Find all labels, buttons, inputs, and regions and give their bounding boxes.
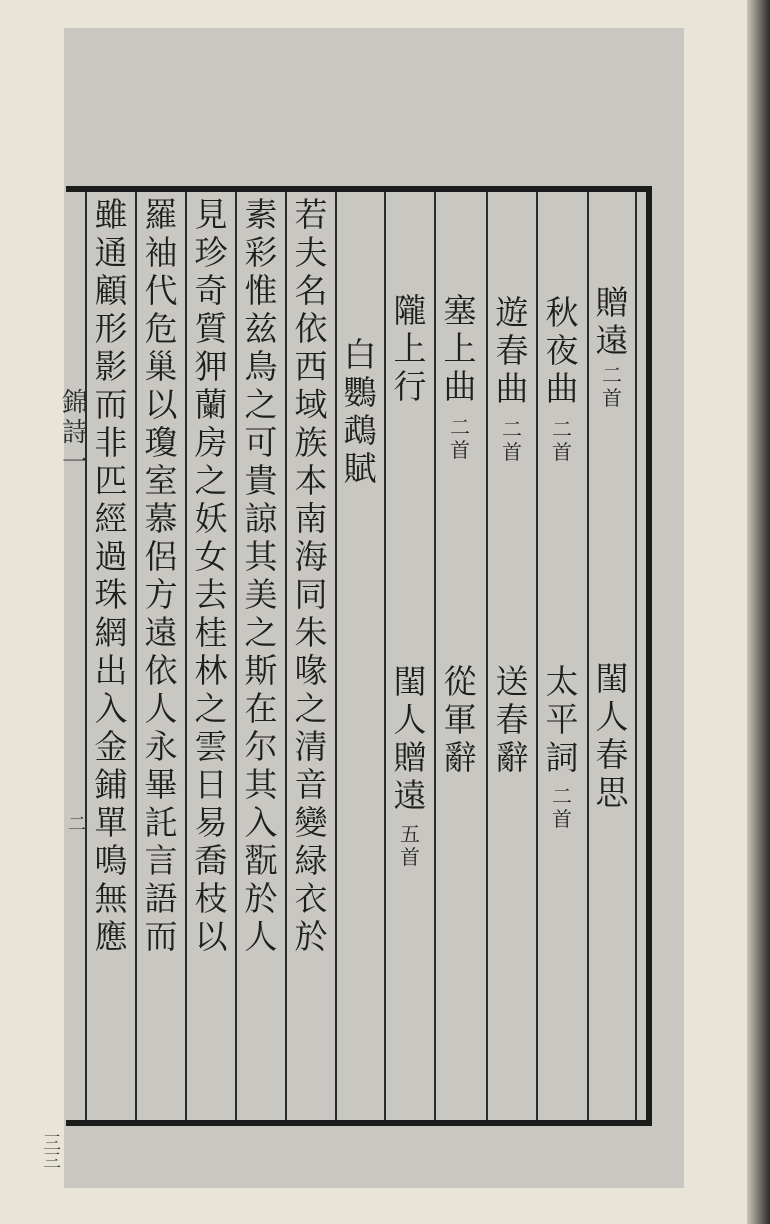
toc-entry-4 <box>538 663 586 831</box>
body-char: 房 <box>194 423 228 462</box>
toc-title-char: 夜 <box>545 331 579 370</box>
toc-title-char: 人 <box>393 700 427 739</box>
body-char: 雲 <box>194 727 228 766</box>
body-char: 朱 <box>294 613 328 652</box>
body-char: 去 <box>194 575 228 614</box>
body-char: 南 <box>294 499 328 538</box>
body-char: 海 <box>294 537 328 576</box>
toc-count-char: 首 <box>552 440 572 464</box>
fu-title-char: 鵡 <box>343 411 377 450</box>
toc-title-char: 贈 <box>393 738 427 777</box>
body-char: 在 <box>244 689 278 728</box>
toc-title-char: 春 <box>595 735 629 774</box>
body-text <box>145 196 178 956</box>
body-char: 其 <box>244 537 278 576</box>
body-char: 喬 <box>194 841 228 880</box>
toc-title-char: 平 <box>545 700 579 739</box>
margin-label-char: 錦 <box>62 388 89 418</box>
toc-entry-10 <box>386 663 434 869</box>
body-char: 可 <box>244 423 278 462</box>
body-char: 蘭 <box>194 385 228 424</box>
body-char: 之 <box>194 689 228 728</box>
body-char: 應 <box>94 917 128 956</box>
toc-count-char: 二 <box>502 417 522 441</box>
body-char: 經 <box>94 499 128 538</box>
body-char: 影 <box>94 347 128 386</box>
body-char: 而 <box>144 917 178 956</box>
toc-title-char: 詞 <box>545 738 579 777</box>
body-column-2 <box>237 196 285 956</box>
body-char: 族 <box>294 423 328 462</box>
toc-title <box>444 663 477 777</box>
toc-entry-3 <box>538 294 586 464</box>
page-number <box>40 1135 64 1171</box>
toc-title-char: 從 <box>443 662 477 701</box>
body-char: 枝 <box>194 879 228 918</box>
body-column-1 <box>287 196 335 956</box>
body-char: 若 <box>294 195 328 234</box>
body-char: 依 <box>144 651 178 690</box>
toc-title-char: 曲 <box>545 369 579 408</box>
body-char: 金 <box>94 727 128 766</box>
body-char: 狎 <box>194 347 228 386</box>
page-number-char: 三 <box>43 1133 61 1154</box>
body-char: 而 <box>94 385 128 424</box>
body-char: 易 <box>194 803 228 842</box>
body-char: 人 <box>244 917 278 956</box>
body-char: 奇 <box>194 271 228 310</box>
body-char: 珠 <box>94 575 128 614</box>
body-char: 女 <box>194 537 228 576</box>
fu-title <box>336 336 384 488</box>
toc-entry-6 <box>488 663 536 777</box>
toc-title-char: 上 <box>393 329 427 368</box>
body-char: 域 <box>294 385 328 424</box>
toc-title-char: 遊 <box>495 293 529 332</box>
body-column-3 <box>187 196 235 956</box>
body-char: 託 <box>144 803 178 842</box>
body-char: 斯 <box>244 651 278 690</box>
body-char: 顧 <box>94 271 128 310</box>
body-char: 美 <box>244 575 278 614</box>
body-char: 畢 <box>144 765 178 804</box>
margin-sub: 二 <box>68 814 86 835</box>
body-char: 方 <box>144 575 178 614</box>
toc-entry-8 <box>436 663 484 777</box>
toc-title <box>596 660 629 812</box>
toc-count <box>602 364 622 410</box>
body-char: 林 <box>194 651 228 690</box>
toc-title-char: 贈 <box>595 283 629 322</box>
body-char: 網 <box>94 613 128 652</box>
body-char: 之 <box>244 613 278 652</box>
body-char: 惟 <box>244 271 278 310</box>
toc-title <box>496 663 529 777</box>
toc-count-char: 二 <box>552 784 572 808</box>
body-char: 遠 <box>144 613 178 652</box>
body-char: 入 <box>94 689 128 728</box>
body-char: 翫 <box>244 841 278 880</box>
toc-title-char: 春 <box>495 700 529 739</box>
body-char: 鋪 <box>94 765 128 804</box>
body-char: 言 <box>144 841 178 880</box>
body-char: 依 <box>294 309 328 348</box>
body-char: 室 <box>144 461 178 500</box>
page-number-char: 三 <box>43 1151 61 1172</box>
toc-count-char: 首 <box>502 440 522 464</box>
body-char: 過 <box>94 537 128 576</box>
toc-title-char: 春 <box>495 331 529 370</box>
toc-title-char: 塞 <box>443 291 477 330</box>
body-char: 本 <box>294 461 328 500</box>
toc-title-char: 太 <box>545 662 579 701</box>
body-char: 之 <box>244 385 278 424</box>
body-char: 喙 <box>294 651 328 690</box>
toc-title <box>394 292 427 406</box>
body-char: 以 <box>194 917 228 956</box>
body-char: 單 <box>94 803 128 842</box>
margin-label-char: 一 <box>62 448 89 478</box>
body-char: 雖 <box>94 195 128 234</box>
body-char: 之 <box>294 689 328 728</box>
toc-title <box>546 663 579 777</box>
toc-entry-5 <box>488 294 536 464</box>
body-char: 出 <box>94 651 128 690</box>
fu-title-text <box>344 336 377 488</box>
toc-count <box>400 823 420 869</box>
fu-title-char: 鸚 <box>343 373 377 412</box>
body-char: 鳥 <box>244 347 278 386</box>
body-char: 名 <box>294 271 328 310</box>
body-char: 慕 <box>144 499 178 538</box>
toc-title <box>444 292 477 406</box>
toc-count-char: 首 <box>602 386 622 410</box>
body-char: 桂 <box>194 613 228 652</box>
toc-entry-2 <box>588 660 636 812</box>
toc-title-char: 曲 <box>495 369 529 408</box>
body-char: 匹 <box>94 461 128 500</box>
body-column-4 <box>137 196 185 956</box>
toc-title-char: 閨 <box>393 662 427 701</box>
body-char: 其 <box>244 765 278 804</box>
body-text <box>295 196 328 956</box>
body-char: 質 <box>194 309 228 348</box>
toc-count-char: 二 <box>450 415 470 439</box>
toc-count <box>502 418 522 464</box>
body-char: 之 <box>194 461 228 500</box>
body-char: 緑 <box>294 841 328 880</box>
toc-title-char: 思 <box>595 773 629 812</box>
toc-count <box>450 416 470 462</box>
toc-title <box>496 294 529 408</box>
body-text <box>95 196 128 956</box>
body-char: 同 <box>294 575 328 614</box>
body-char: 於 <box>244 879 278 918</box>
toc-count <box>552 418 572 464</box>
body-column-5 <box>87 196 135 956</box>
body-char: 非 <box>94 423 128 462</box>
toc-count <box>552 785 572 831</box>
body-char: 妖 <box>194 499 228 538</box>
toc-title-char: 曲 <box>443 367 477 406</box>
toc-title-char: 遠 <box>595 321 629 360</box>
body-char: 巢 <box>144 347 178 386</box>
book-spine-shadow <box>747 0 770 1224</box>
body-char: 於 <box>294 917 328 956</box>
toc-entry-7 <box>436 292 484 462</box>
toc-title <box>394 663 427 815</box>
toc-title-char: 上 <box>443 329 477 368</box>
body-char: 人 <box>144 689 178 728</box>
toc-entry-9 <box>386 292 434 406</box>
body-char: 永 <box>144 727 178 766</box>
body-char: 素 <box>244 195 278 234</box>
body-char: 清 <box>294 727 328 766</box>
margin-label <box>62 388 88 478</box>
fu-title-char: 賦 <box>343 449 377 488</box>
body-char: 袖 <box>144 233 178 272</box>
toc-title-char: 辭 <box>443 738 477 777</box>
toc-title-char: 閨 <box>595 659 629 698</box>
body-char: 通 <box>94 233 128 272</box>
toc-title-char: 遠 <box>393 776 427 815</box>
toc-entry-1 <box>588 284 636 410</box>
body-char: 珍 <box>194 233 228 272</box>
body-char: 鳴 <box>94 841 128 880</box>
body-char: 衣 <box>294 879 328 918</box>
fu-title-char: 白 <box>343 335 377 374</box>
body-text <box>195 196 228 956</box>
toc-count-char: 二 <box>552 417 572 441</box>
body-char: 見 <box>194 195 228 234</box>
toc-count-char: 二 <box>602 363 622 387</box>
toc-count-char: 首 <box>552 807 572 831</box>
body-char: 侶 <box>144 537 178 576</box>
toc-title-char: 人 <box>595 697 629 736</box>
body-char: 彩 <box>244 233 278 272</box>
body-char: 無 <box>94 879 128 918</box>
toc-title-char: 軍 <box>443 700 477 739</box>
toc-title <box>546 294 579 408</box>
toc-title-char: 送 <box>495 662 529 701</box>
body-char: 羅 <box>144 195 178 234</box>
body-char: 兹 <box>244 309 278 348</box>
body-char: 夫 <box>294 233 328 272</box>
body-char: 尔 <box>244 727 278 766</box>
body-char: 瓊 <box>144 423 178 462</box>
toc-count-char: 五 <box>400 822 420 846</box>
margin-label-char: 詩 <box>62 418 89 448</box>
body-char: 諒 <box>244 499 278 538</box>
toc-title-char: 隴 <box>393 291 427 330</box>
body-char: 音 <box>294 765 328 804</box>
toc-title-char: 秋 <box>545 293 579 332</box>
toc-count-char: 首 <box>450 438 470 462</box>
body-char: 西 <box>294 347 328 386</box>
body-char: 語 <box>144 879 178 918</box>
toc-title-char: 行 <box>393 367 427 406</box>
body-char: 入 <box>244 803 278 842</box>
body-char: 以 <box>144 385 178 424</box>
body-char: 形 <box>94 309 128 348</box>
body-char: 代 <box>144 271 178 310</box>
toc-title <box>596 284 629 360</box>
body-char: 日 <box>194 765 228 804</box>
body-char: 變 <box>294 803 328 842</box>
toc-count-char: 首 <box>400 845 420 869</box>
column-rule <box>335 192 337 1120</box>
body-char: 危 <box>144 309 178 348</box>
toc-title-char: 辭 <box>495 738 529 777</box>
body-char: 貴 <box>244 461 278 500</box>
body-text <box>245 196 278 956</box>
